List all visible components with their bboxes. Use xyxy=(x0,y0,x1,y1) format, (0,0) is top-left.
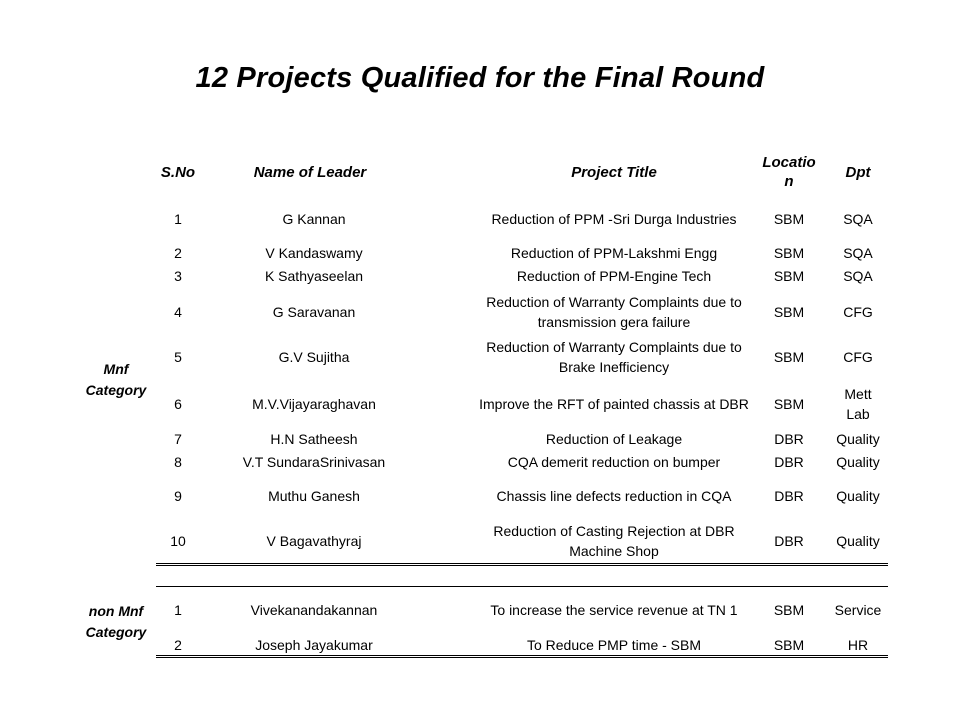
cell-dept xyxy=(820,381,896,427)
divider xyxy=(156,586,888,587)
cell-sno: 2 xyxy=(174,245,182,261)
header-location xyxy=(758,148,820,196)
category-non-mnf-text: non Mnf Category xyxy=(85,603,147,640)
cell-location: SBM xyxy=(773,637,805,653)
cell-sno: 7 xyxy=(174,431,182,447)
divider xyxy=(156,655,888,656)
cell-leader: K Sathyaseelan xyxy=(264,268,364,284)
cell-dept: Quality xyxy=(836,454,880,470)
cell-project-title: Reduction of Casting Rejection at DBR Machine Shop xyxy=(493,523,735,559)
table-row xyxy=(156,589,888,631)
cell-project-title: Reduction of PPM -Sri Durga Industries xyxy=(491,211,737,227)
table-row xyxy=(156,451,888,473)
cell-dept: Service xyxy=(834,602,882,618)
cell-location: DBR xyxy=(774,488,804,504)
cell-project-title: CQA demerit reduction on bumper xyxy=(507,454,721,470)
cell-dept: Quality xyxy=(836,431,880,447)
cell-location: DBR xyxy=(774,533,804,549)
cell-leader: Vivekanandakannan xyxy=(250,602,378,618)
cell-sno: 8 xyxy=(174,454,182,470)
cell-leader: G.V Sujitha xyxy=(278,349,350,365)
header-location-text: Locatio n xyxy=(762,154,816,190)
cell-location: SBM xyxy=(773,396,805,412)
cell-dept: SQA xyxy=(843,245,873,261)
cell-location: DBR xyxy=(774,454,804,470)
cell-leader: V Bagavathyraj xyxy=(266,533,362,549)
cell-leader: G Saravanan xyxy=(272,304,356,320)
divider xyxy=(156,565,888,566)
cell-project-title: To Reduce PMP time - SBM xyxy=(526,637,702,653)
table-row xyxy=(156,336,888,378)
cell-project-title: Reduction of Warranty Complaints due to transmission gera failure xyxy=(486,294,742,330)
cell-leader: Muthu Ganesh xyxy=(268,488,360,504)
cell-sno: 2 xyxy=(174,637,182,653)
cell-sno: 6 xyxy=(174,396,182,412)
cell-sno: 1 xyxy=(174,211,182,227)
cell-project-title: Improve the RFT of painted chassis at DBR xyxy=(479,396,749,412)
header-dept: Dpt xyxy=(845,163,871,181)
cell-sno: 4 xyxy=(174,304,182,320)
cell-project-title: To increase the service revenue at TN 1 xyxy=(490,602,738,618)
table-row xyxy=(156,381,888,427)
table-row xyxy=(156,634,888,656)
header-leader: Name of Leader xyxy=(253,163,367,181)
cell-leader: M.V.Vijayaraghavan xyxy=(252,396,376,412)
cell-dept: Quality xyxy=(836,533,880,549)
category-label-non-mnf xyxy=(66,601,166,643)
cell-sno: 3 xyxy=(174,268,182,284)
table-row xyxy=(156,475,888,517)
table-row xyxy=(156,291,888,333)
cell-sno: 5 xyxy=(174,349,182,365)
cell-dept: CFG xyxy=(843,349,873,365)
category-label-mnf xyxy=(66,359,166,401)
table-row xyxy=(156,198,888,240)
header-project-title: Project Title xyxy=(571,163,657,181)
category-mnf-text: Mnf Category xyxy=(85,361,147,398)
table-row xyxy=(156,520,888,562)
cell-leader: H.N Satheesh xyxy=(270,431,358,447)
cell-dept-text: Mett Lab xyxy=(844,386,872,422)
cell-dept: SQA xyxy=(843,211,873,227)
cell-sno: 9 xyxy=(174,488,182,504)
cell-dept: Quality xyxy=(836,488,880,504)
cell-project-title: Reduction of PPM-Engine Tech xyxy=(516,268,712,284)
cell-location: DBR xyxy=(774,431,804,447)
cell-location: SBM xyxy=(773,602,805,618)
table-row xyxy=(156,242,888,264)
table-row xyxy=(156,428,888,450)
page-title: 12 Projects Qualified for the Final Round xyxy=(195,62,765,94)
cell-project-title: Reduction of Leakage xyxy=(545,431,683,447)
cell-project-title: Reduction of Warranty Complaints due to Brake Inefficiency xyxy=(486,339,742,375)
cell-location: SBM xyxy=(773,211,805,227)
cell-location: SBM xyxy=(773,304,805,320)
table-row xyxy=(156,265,888,287)
cell-leader: Joseph Jayakumar xyxy=(255,637,373,653)
cell-location: SBM xyxy=(773,268,805,284)
cell-sno: 10 xyxy=(170,533,186,549)
cell-dept: SQA xyxy=(843,268,873,284)
cell-leader: V.T SundaraSrinivasan xyxy=(242,454,386,470)
cell-dept: CFG xyxy=(843,304,873,320)
cell-leader: V Kandaswamy xyxy=(265,245,363,261)
divider xyxy=(156,657,888,658)
cell-leader: G Kannan xyxy=(282,211,346,227)
header-sno: S.No xyxy=(160,163,196,181)
cell-project-title: Chassis line defects reduction in CQA xyxy=(496,488,732,504)
cell-dept: HR xyxy=(847,637,869,653)
divider xyxy=(156,563,888,564)
cell-location: SBM xyxy=(773,349,805,365)
cell-project-title: Reduction of PPM-Lakshmi Engg xyxy=(510,245,718,261)
cell-location: SBM xyxy=(773,245,805,261)
cell-sno: 1 xyxy=(174,602,182,618)
